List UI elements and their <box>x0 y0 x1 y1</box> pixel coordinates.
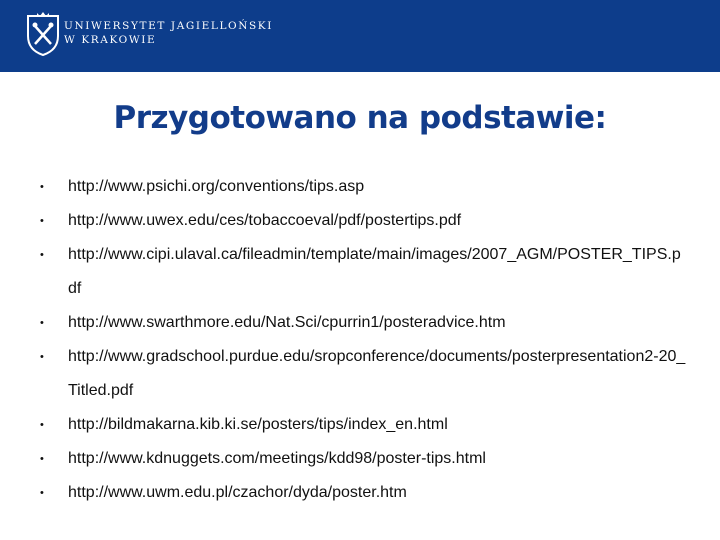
bullet-icon: • <box>40 249 44 261</box>
list-item[interactable] <box>40 408 688 442</box>
bullet-icon: • <box>40 487 44 499</box>
bullet-icon: • <box>40 215 44 227</box>
bullet-icon: • <box>40 181 44 193</box>
link-text[interactable]: http://www.gradschool.purdue.edu/sropconference/documents/posterpresentation2-20_Titled.pdf <box>68 348 686 399</box>
bullet-icon: • <box>40 453 44 465</box>
list-item[interactable] <box>40 238 688 306</box>
link-text[interactable]: http://www.psichi.org/conventions/tips.asp <box>68 178 365 195</box>
list-item[interactable] <box>40 170 688 204</box>
header-bar <box>0 0 720 72</box>
link-text[interactable]: http://www.uwex.edu/ces/tobaccoeval/pdf/postertips.pdf <box>68 212 462 229</box>
university-name-line2: W KRAKOWIE <box>64 34 157 46</box>
link-text[interactable]: http://www.cipi.ulaval.ca/fileadmin/template/main/images/2007_AGM/POSTER_TIPS.pdf <box>68 246 681 297</box>
bullet-icon: • <box>40 351 44 363</box>
link-text[interactable]: http://www.kdnuggets.com/meetings/kdd98/poster-tips.html <box>68 450 486 467</box>
list-item[interactable] <box>40 204 688 238</box>
link-text[interactable]: http://www.swarthmore.edu/Nat.Sci/cpurrin1/posteradvice.htm <box>68 314 506 331</box>
link-text[interactable]: http://bildmakarna.kib.ki.se/posters/tips/index_en.html <box>68 416 448 433</box>
university-name-line1: UNIWERSYTET JAGIELLOŃSKI <box>64 20 273 32</box>
slide-title: Przygotowano na podstawie: <box>113 100 607 136</box>
university-crest-icon <box>26 12 60 56</box>
list-item[interactable] <box>40 340 688 408</box>
list-item[interactable] <box>40 306 688 340</box>
bullet-icon: • <box>40 419 44 431</box>
university-name <box>64 19 273 47</box>
list-item[interactable] <box>40 476 688 510</box>
list-item[interactable] <box>40 442 688 476</box>
source-list <box>40 170 688 510</box>
link-text[interactable]: http://www.uwm.edu.pl/czachor/dyda/poster.htm <box>68 484 407 501</box>
bullet-icon: • <box>40 317 44 329</box>
